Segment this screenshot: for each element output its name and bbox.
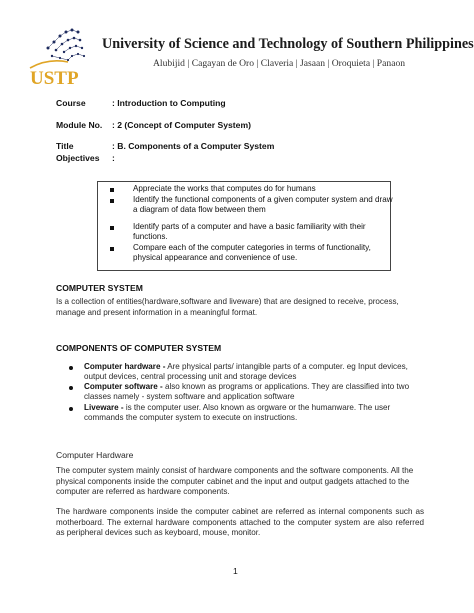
square-bullet-icon	[110, 199, 114, 203]
course-label: Course	[56, 98, 86, 108]
objectives-colon: :	[112, 153, 115, 163]
logo-text: USTP	[30, 68, 79, 89]
component-desc: Are physical parts/ intangible parts of a computer. eg Input devices, output devices, central processing unit and storage devices	[84, 362, 408, 382]
objective-item: Appreciate the works that computes do for humans	[133, 184, 316, 193]
component-item-liveware	[84, 403, 424, 423]
hardware-paragraph-2: The hardware components inside the computer cabinet are referred as internal components such as motherboard. The external hardware components attached to the computer system are also referred as peripheral devices such as keyboard, mouse, monitor.	[56, 507, 424, 538]
component-term: Liveware -	[84, 403, 124, 412]
objective-item: Compare each of the computer categories in terms of functionality, physical appearance and convenience of use.	[133, 243, 371, 263]
page-number: 1	[233, 566, 238, 576]
hardware-paragraph-1: The computer system mainly consist of hardware components and the software components. All the physical components inside the computer cabinet and the input and output gadgets attached to the computer are referred as hardware components.	[56, 466, 414, 497]
title-value: : B. Components of a Computer System	[112, 141, 275, 151]
components-heading: COMPONENTS OF COMPUTER SYSTEM	[56, 343, 222, 353]
course-value: : Introduction to Computing	[112, 98, 226, 108]
square-bullet-icon	[110, 188, 114, 192]
computer-system-heading: COMPUTER SYSTEM	[56, 283, 143, 293]
component-term: Computer software -	[84, 382, 163, 391]
component-desc: also known as programs or applications. They are classified into two classes namely - system software and application software	[84, 382, 410, 402]
objective-item: Identify parts of a computer and have a basic familiarity with their functions.	[133, 222, 366, 242]
component-desc: is the computer user. Also known as orgware or the humanware. The user commands the computer system to execute on instructions.	[84, 403, 391, 423]
hardware-heading: Computer Hardware	[56, 450, 134, 460]
bullet-icon	[69, 386, 73, 390]
square-bullet-icon	[110, 247, 114, 251]
component-item-software	[84, 382, 424, 402]
objective-item: Identify the functional components of a given computer system and draw a diagram of data flow between them	[133, 195, 393, 215]
university-name: University of Science and Technology of Southern Philippines	[102, 36, 474, 52]
component-term: Computer hardware -	[84, 362, 166, 371]
bullet-icon	[69, 407, 73, 411]
module-value: : 2 (Concept of Computer System)	[112, 120, 251, 130]
component-item-hardware	[84, 362, 424, 382]
title-label: Title	[56, 141, 74, 151]
bullet-icon	[69, 366, 73, 370]
campus-list: Alubijid | Cagayan de Oro | Claveria | Jasaan | Oroquieta | Panaon	[153, 58, 406, 69]
ustp-logo	[28, 18, 100, 90]
objectives-label: Objectives	[56, 153, 100, 163]
module-label: Module No.	[56, 120, 103, 130]
square-bullet-icon	[110, 226, 114, 230]
computer-system-definition: Is a collection of entities(hardware,software and liveware) that are designed to receive, process, manage and present information in a meaningful format.	[56, 297, 399, 317]
objectives-box	[97, 181, 391, 271]
